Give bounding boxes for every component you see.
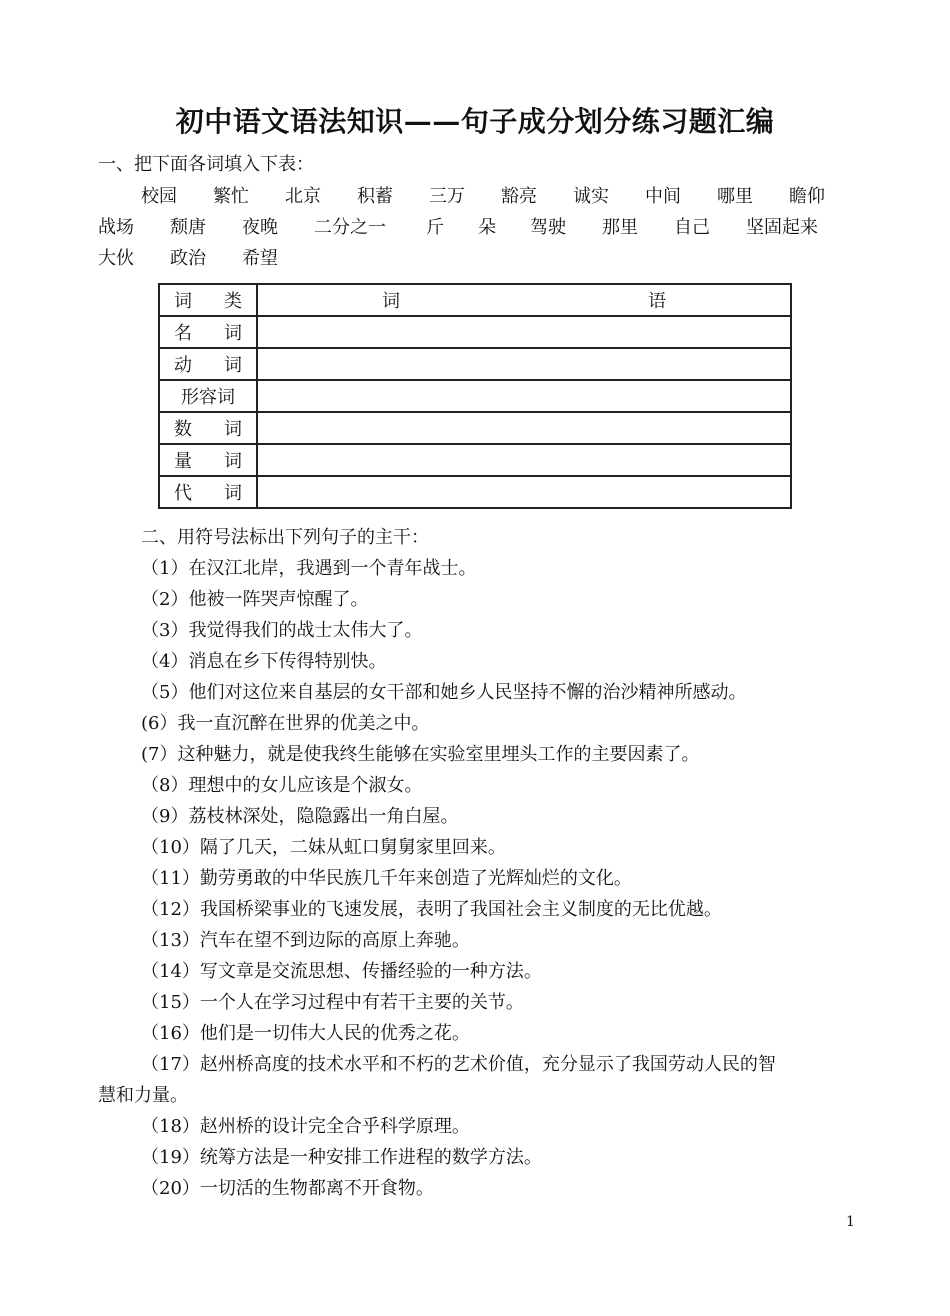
sentence-item: （16）他们是一切伟大人民的优秀之花。 xyxy=(141,1023,470,1044)
sentence-item-continued: 慧和力量。 xyxy=(98,1085,188,1106)
sentence-item: （9）荔枝林深处，隐隐露出一角白屋。 xyxy=(141,806,459,827)
word-list-row-3 xyxy=(98,244,278,270)
word: 豁亮 xyxy=(501,186,537,207)
word-class-label: 动 xyxy=(174,355,192,376)
word: 朵 xyxy=(478,217,496,238)
word-class-label: 词 xyxy=(224,483,242,504)
table-header-row xyxy=(159,284,791,316)
header-char: 类 xyxy=(224,291,242,312)
word-class-cell xyxy=(159,476,257,508)
word-class-cell xyxy=(159,380,257,412)
table-row xyxy=(159,380,791,412)
page-title: 初中语文语法知识——句子成分划分练习题汇编 xyxy=(175,105,775,138)
word: 瞻仰 xyxy=(789,186,825,207)
answer-cell[interactable] xyxy=(257,444,791,476)
table-header-cell xyxy=(159,284,257,316)
word: 中间 xyxy=(645,186,681,207)
word-list-row-1 xyxy=(141,182,825,208)
sentence-item: （18）赵州桥的设计完全合乎科学原理。 xyxy=(141,1116,470,1137)
sentence-item: （10）隔了几天，二妹从虹口舅舅家里回来。 xyxy=(141,837,506,858)
word: 那里 xyxy=(602,217,638,238)
sentence-item: （14）写文章是交流思想、传播经验的一种方法。 xyxy=(141,961,542,982)
word: 希望 xyxy=(242,248,278,269)
word-class-cell xyxy=(159,444,257,476)
word-class-cell xyxy=(159,412,257,444)
word: 驾驶 xyxy=(530,217,566,238)
sentence-item: （3）我觉得我们的战士太伟大了。 xyxy=(141,620,423,641)
page-number: 1 xyxy=(846,1214,855,1230)
word-class-table xyxy=(158,283,792,509)
sentence-item: （2）他被一阵哭声惊醒了。 xyxy=(141,589,369,610)
sentence-item: (6）我一直沉醉在世界的优美之中。 xyxy=(141,713,430,734)
section1-heading: 一、把下面各词填入下表： xyxy=(98,154,314,175)
word-class-label: 词 xyxy=(224,451,242,472)
sentence-item: （12）我国桥梁事业的飞速发展，表明了我国社会主义制度的无比优越。 xyxy=(141,899,722,920)
sentence-item: （5）他们对这位来自基层的女干部和她乡人民坚持不懈的治沙精神所感动。 xyxy=(141,682,747,703)
sentence-item: （20）一切活的生物都离不开食物。 xyxy=(141,1178,434,1199)
sentence-item: （13）汽车在望不到边际的高原上奔驰。 xyxy=(141,930,470,951)
sentence-item: (7）这种魅力，就是使我终生能够在实验室里埋头工作的主要因素了。 xyxy=(141,744,700,765)
word: 北京 xyxy=(285,186,321,207)
answer-cell[interactable] xyxy=(257,316,791,348)
sentence-item: （11）勤劳勇敢的中华民族几千年来创造了光辉灿烂的文化。 xyxy=(141,868,632,889)
word: 积蓄 xyxy=(357,186,393,207)
word: 校园 xyxy=(141,186,177,207)
word-class-label: 形容词 xyxy=(181,387,235,408)
word: 坚固起来 xyxy=(746,217,818,238)
word: 颓唐 xyxy=(170,217,206,238)
section2-heading: 二、用符号法标出下列句子的主干： xyxy=(141,527,429,548)
word-class-cell xyxy=(159,348,257,380)
header-char: 词 xyxy=(174,291,192,312)
answer-cell[interactable] xyxy=(257,476,791,508)
header-char: 语 xyxy=(648,291,666,312)
word: 繁忙 xyxy=(213,186,249,207)
answer-cell[interactable] xyxy=(257,380,791,412)
sentence-item: （19）统筹方法是一种安排工作进程的数学方法。 xyxy=(141,1147,542,1168)
word: 斤 xyxy=(426,217,444,238)
sentence-item: （15）一个人在学习过程中有若干主要的关节。 xyxy=(141,992,524,1013)
word: 三万 xyxy=(429,186,465,207)
word: 诚实 xyxy=(573,186,609,207)
word-class-label: 词 xyxy=(224,323,242,344)
answer-cell[interactable] xyxy=(257,348,791,380)
sentence-item: （17）赵州桥高度的技术水平和不朽的艺术价值，充分显示了我国劳动人民的智 xyxy=(141,1054,776,1075)
sentence-item: （4）消息在乡下传得特别快。 xyxy=(141,651,387,672)
word: 夜晚 xyxy=(242,217,278,238)
table-row xyxy=(159,476,791,508)
word-class-label: 词 xyxy=(224,419,242,440)
table-header-cell xyxy=(257,284,791,316)
word: 战场 xyxy=(98,217,134,238)
word: 二分之一 xyxy=(314,217,386,238)
word-class-label: 量 xyxy=(174,451,192,472)
word-class-label: 代 xyxy=(174,483,192,504)
table-row xyxy=(159,444,791,476)
word: 哪里 xyxy=(717,186,753,207)
header-char: 词 xyxy=(382,291,400,312)
answer-cell[interactable] xyxy=(257,412,791,444)
word: 大伙 xyxy=(98,248,134,269)
word-class-label: 数 xyxy=(174,419,192,440)
word-class-label: 名 xyxy=(174,323,192,344)
sentence-item: （1）在汉江北岸，我遇到一个青年战士。 xyxy=(141,558,477,579)
word-class-cell xyxy=(159,316,257,348)
word: 政治 xyxy=(170,248,206,269)
table-row xyxy=(159,412,791,444)
word-list-row-2 xyxy=(98,213,818,239)
word-class-label: 词 xyxy=(224,355,242,376)
word: 自己 xyxy=(674,217,710,238)
table-row xyxy=(159,316,791,348)
table-row xyxy=(159,348,791,380)
sentence-item: （8）理想中的女儿应该是个淑女。 xyxy=(141,775,423,796)
